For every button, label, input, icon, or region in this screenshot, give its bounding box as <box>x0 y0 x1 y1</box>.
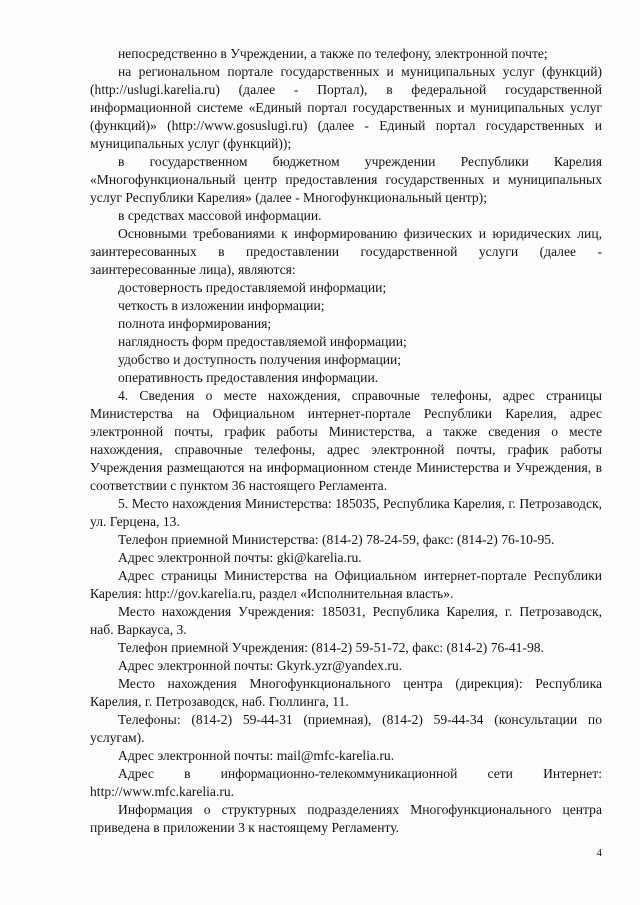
list-item: достоверность предоставляемой информации; <box>118 280 387 295</box>
list-item: полнота информирования; <box>118 316 272 331</box>
paragraph: в государственном бюджетном учреждении Республики Карелия «Многофункциональный центр предоставления государственных и муниципальных услуг Республики Карелия» (далее - Многофункциональный центр); <box>90 154 602 205</box>
paragraph: Место нахождения Многофункционального центра (дирекция): Республика Карелия, г. Петрозаводск, наб. Гюллинга, 11. <box>90 676 602 709</box>
list-item: удобство и доступность получения информации; <box>118 352 402 367</box>
paragraph: Место нахождения Учреждения: 185031, Республика Карелия, г. Петрозаводск, наб. Варкауса, 3. <box>90 604 602 637</box>
paragraph: Адрес электронной почты: Gkyrk.yzr@yandex.ru. <box>118 658 403 673</box>
paragraph: Адрес электронной почты: mail@mfc-karelia.ru. <box>118 748 395 763</box>
paragraph: Информация о структурных подразделениях Многофункционального центра приведена в приложении 3 к настоящему Регламенту. <box>90 802 602 835</box>
paragraph: в средствах массовой информации. <box>118 208 322 223</box>
paragraph: Телефон приемной Учреждения: (814-2) 59-51-72, факс: (814-2) 76-41-98. <box>118 640 544 655</box>
paragraph: Телефон приемной Министерства: (814-2) 78-24-59, факс: (814-2) 76-10-95. <box>118 532 555 547</box>
paragraph: 5. Место нахождения Министерства: 185035, Республика Карелия, г. Петрозаводск, ул. Герцена, 13. <box>90 496 602 529</box>
paragraph: непосредственно в Учреждении, а также по телефону, электронной почте; <box>118 46 548 61</box>
paragraph: Адрес страницы Министерства на Официальном интернет-портале Республики Карелия: http://gov.karelia.ru, раздел «Исполнительная власть». <box>90 568 602 601</box>
paragraph: на региональном портале государственных и муниципальных услуг (функций) (http://uslugi.karelia.ru) (далее - Портал), в федеральной государственной информационной системе «Единый портал государственных и муниципальных услуг (функций)» (http://www.gosuslugi.ru) (далее - Единый портал государственных и муниципальных услуг (функций)); <box>90 64 602 151</box>
paragraph: 4. Сведения о месте нахождения, справочные телефоны, адрес страницы Министерства на Официальном интернет-портале Республики Карелия, адрес электронной почты, график работы Министерства, а также сведения о месте нахождения, справочные телефоны, адрес электронной почты, график работы Учреждения размещаются на информационном стенде Министерства и Учреждения, в соответствии с пунктом 36 настоящего Регламента. <box>90 388 602 493</box>
paragraph: Адрес в информационно-телекоммуникационной сети Интернет: http://www.mfc.karelia.ru. <box>90 766 602 799</box>
page-number: 4 <box>596 847 602 859</box>
paragraph: Телефоны: (814-2) 59-44-31 (приемная), (814-2) 59-44-34 (консультации по услугам). <box>90 712 602 745</box>
document-body <box>90 45 602 837</box>
paragraph: Основными требованиями к информированию физических и юридических лиц, заинтересованных в предоставлении государственной услуги (далее - заинтересованные лица), являются: <box>90 226 602 277</box>
list-item: четкость в изложении информации; <box>118 298 325 313</box>
list-item: оперативность предоставления информации. <box>118 370 379 385</box>
paragraph: Адрес электронной почты: gki@karelia.ru. <box>118 550 362 565</box>
list-item: наглядность форм предоставляемой информации; <box>118 334 407 349</box>
